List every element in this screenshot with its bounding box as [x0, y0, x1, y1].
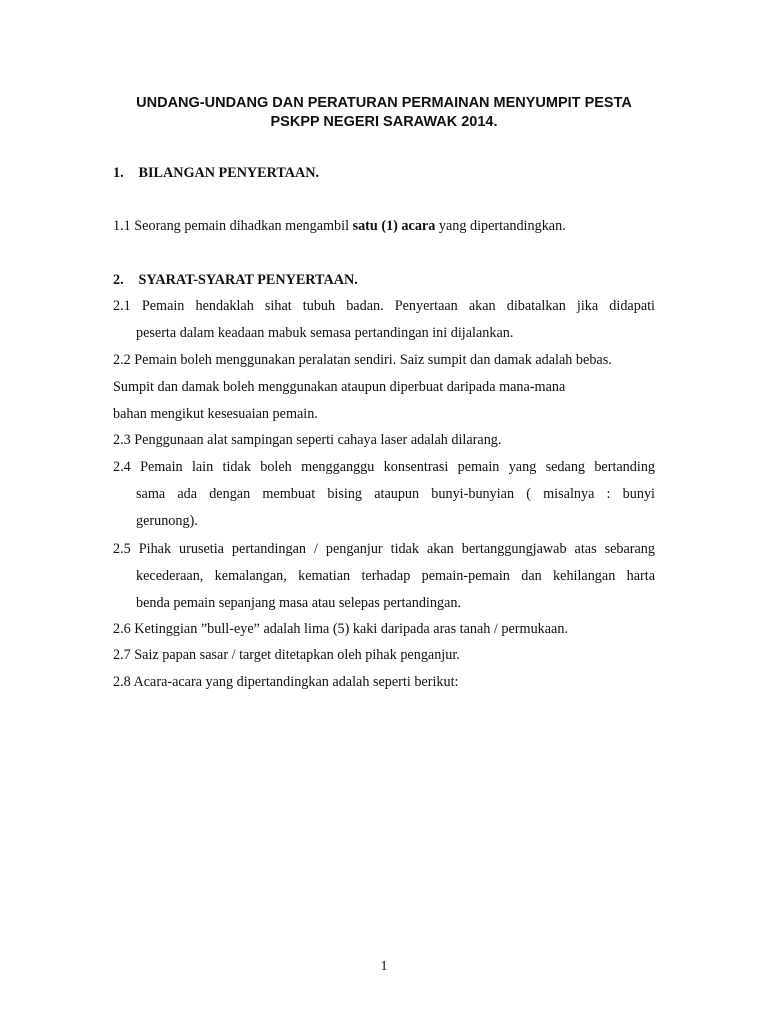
item-2-3-line-1 [113, 427, 655, 454]
item-2-5-line-1 [113, 536, 655, 563]
item-2-5 [113, 536, 655, 617]
item-2-6-line-1 [113, 616, 655, 643]
page-number: 1 [380, 959, 388, 974]
item-2-3 [113, 427, 655, 454]
item-2-8-number: 2.8 [113, 674, 131, 690]
item-2-5-text-1: Pihak urusetia pertandingan / penganjur tidak akan bertanggungjawab atas sebarang [138, 541, 655, 557]
item-1-1-number: 1.1 [113, 218, 131, 234]
item-2-4-line-2: sama ada dengan membuat bising ataupun bunyi-bunyian ( misalnya : bunyi [136, 486, 655, 502]
item-2-4 [113, 454, 655, 535]
item-2-7-text-1: Saiz papan sasar / target ditetapkan oleh pihak penganjur. [134, 647, 460, 663]
section-2-heading [113, 267, 655, 294]
item-2-8-line-1 [113, 669, 655, 696]
item-2-1-number: 2.1 [113, 298, 131, 314]
item-2-2-line-3: bahan mengikut kesesuaian pemain. [113, 406, 318, 422]
item-2-8-text-1: Acara-acara yang dipertandingkan adalah seperti berikut: [133, 674, 459, 690]
section-1-heading [113, 160, 655, 187]
item-2-4-number: 2.4 [113, 459, 131, 475]
item-2-8 [113, 669, 655, 696]
item-2-1 [113, 293, 655, 347]
title-line-2: PSKPP NEGERI SARAWAK 2014. [270, 114, 498, 130]
document-title [100, 94, 668, 132]
item-2-6-number: 2.6 [113, 621, 131, 637]
item-1-1-bold-text: satu (1) acara [352, 218, 436, 234]
item-2-3-text-1: Penggunaan alat sampingan seperti cahaya laser adalah dilarang. [134, 432, 502, 448]
item-1-1-text-after: yang dipertandingkan. [438, 218, 566, 234]
section-1-number: 1. [113, 165, 124, 181]
item-2-4-text-1: Pemain lain tidak boleh mengganggu konsentrasi pemain yang sedang bertanding [140, 459, 656, 475]
item-2-5-line-2: kecederaan, kemalangan, kematian terhadap pemain-pemain dan kehilangan harta [136, 568, 655, 584]
item-2-5-line-3: benda pemain sepanjang masa atau selepas pertandingan. [136, 595, 462, 611]
item-2-6-text-1: Ketinggian ”bull-eye” adalah lima (5) kaki daripada aras tanah / permukaan. [134, 621, 568, 637]
item-2-7-number: 2.7 [113, 647, 131, 663]
item-2-1-line-1 [113, 293, 655, 320]
section-1-title: BILANGAN PENYERTAAN. [138, 165, 320, 181]
item-2-1-line-2: peserta dalam keadaan mabuk semasa pertandingan ini dijalankan. [136, 325, 514, 341]
item-2-2 [113, 347, 655, 428]
item-2-3-number: 2.3 [113, 432, 131, 448]
item-2-2-line-2: Sumpit dan damak boleh menggunakan ataupun diperbuat daripada mana-mana [113, 379, 566, 395]
item-2-2-text-1: Pemain boleh menggunakan peralatan sendiri. Saiz sumpit dan damak adalah bebas. [134, 352, 612, 368]
item-2-2-number: 2.2 [113, 352, 131, 368]
item-2-2-line-1 [113, 347, 655, 374]
item-2-1-text-1: Pemain hendaklah sihat tubuh badan. Penyertaan akan dibatalkan jika didapati [141, 298, 655, 314]
item-2-7 [113, 642, 655, 669]
section-2-title: SYARAT-SYARAT PENYERTAAN. [138, 272, 358, 288]
item-2-4-line-3: gerunong). [136, 513, 198, 529]
section-2-number: 2. [113, 272, 124, 288]
item-2-6 [113, 616, 655, 643]
item-2-7-line-1 [113, 642, 655, 669]
item-1-1 [113, 213, 655, 240]
item-2-4-line-1 [113, 454, 655, 481]
title-line-1: UNDANG-UNDANG DAN PERATURAN PERMAINAN MENYUMPIT PESTA [136, 95, 632, 111]
item-2-5-number: 2.5 [113, 541, 131, 557]
item-1-1-text-before: Seorang pemain dihadkan mengambil [134, 218, 350, 234]
